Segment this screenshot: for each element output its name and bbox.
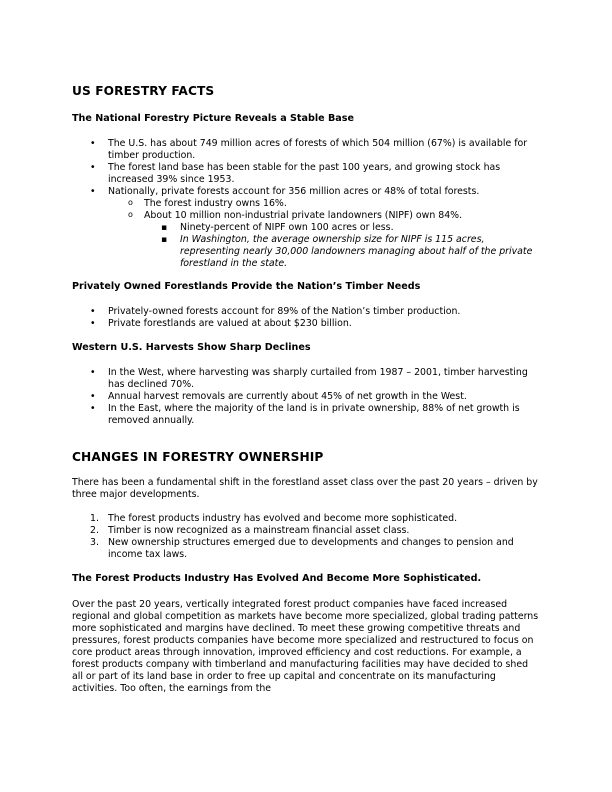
list-item-text: Nationally, private forests account for 356 million acres or 48% of total forests.	[108, 186, 480, 197]
list-item	[72, 403, 542, 427]
subheading-industry-evolved: The Forest Products Industry Has Evolved And Become More Sophisticated.	[72, 573, 482, 584]
list-item	[72, 367, 542, 391]
sub-bullet-list	[72, 198, 542, 222]
list-number: 2.	[90, 525, 99, 536]
bullet-list-national	[72, 138, 542, 198]
bullet-list-private	[72, 306, 542, 330]
list-item	[72, 318, 542, 330]
list-item-text: Private forestlands are valued at about $230 billion.	[108, 318, 352, 329]
list-item-text: The forest industry owns 16%.	[144, 198, 287, 209]
list-item	[72, 138, 542, 162]
section-title-forestry-facts: US FORESTRY FACTS	[72, 84, 215, 98]
bullet-list-western	[72, 367, 542, 427]
list-number: 1.	[90, 513, 99, 524]
list-item-text: In Washington, the average ownership size for NIPF is 115 acres, representing nearly 30,000 landowners managing about half of the private forestland in the state.	[180, 234, 533, 269]
list-item-text: About 10 million non-industrial private landowners (NIPF) own 84%.	[144, 210, 463, 221]
list-item-text: New ownership structures emerged due to developments and changes to pension and income tax laws.	[108, 537, 514, 560]
subheading-privately-owned: Privately Owned Forestlands Provide the Nation’s Timber Needs	[72, 281, 421, 292]
document-content	[72, 84, 542, 695]
list-item	[72, 525, 542, 537]
list-item-text: Annual harvest removals are currently about 45% of net growth in the West.	[108, 391, 467, 402]
list-item	[72, 234, 542, 270]
list-item-text: The forest products industry has evolved and become more sophisticated.	[108, 513, 458, 524]
list-item	[72, 162, 542, 186]
body-paragraph: Over the past 20 years, vertically integrated forest product companies have faced increased regional and global competition as markets have become more specialized, global trading patterns more sophisticated and margins have declined. To meet these growing competitive threats and pressures, forest products companies have become more specialized and restructured to focus on core product areas through innovation, improved efficiency and cost reductions. For example, a forest products company with timberland and manufacturing facilities may have decided to shed all or part of its land base in order to free up capital and concentrate on its manufacturing activities. Too often, the earnings from the	[72, 599, 539, 694]
list-item	[72, 513, 542, 525]
intro-paragraph: There has been a fundamental shift in the forestland asset class over the past 20 years – driven by three major developments.	[72, 477, 538, 500]
sub-sub-bullet-list	[72, 222, 542, 270]
subheading-national-forestry: The National Forestry Picture Reveals a Stable Base	[72, 113, 354, 124]
list-item-text: Timber is now recognized as a mainstream financial asset class.	[108, 525, 410, 536]
list-item-text: Privately-owned forests account for 89% of the Nation’s timber production.	[108, 306, 461, 317]
list-item-text: The U.S. has about 749 million acres of forests of which 504 million (67%) is available for timber production.	[108, 138, 528, 161]
list-item-text: In the East, where the majority of the land is in private ownership, 88% of net growth is removed annually.	[108, 403, 520, 426]
list-item	[72, 537, 542, 561]
list-item-text: In the West, where harvesting was sharply curtailed from 1987 – 2001, timber harvesting has declined 70%.	[108, 367, 528, 390]
list-number: 3.	[90, 537, 99, 548]
list-item	[72, 198, 542, 210]
list-item	[72, 186, 542, 198]
list-item-text: Ninety-percent of NIPF own 100 acres or less.	[180, 222, 394, 233]
list-item-text: The forest land base has been stable for the past 100 years, and growing stock has increased 39% since 1953.	[108, 162, 501, 185]
list-item	[72, 391, 542, 403]
list-item	[72, 306, 542, 318]
numbered-list	[72, 513, 542, 561]
subheading-western-harvests: Western U.S. Harvests Show Sharp Declines	[72, 342, 311, 353]
list-item	[72, 210, 542, 222]
section-title-ownership-changes: CHANGES IN FORESTRY OWNERSHIP	[72, 450, 324, 464]
list-item	[72, 222, 542, 234]
